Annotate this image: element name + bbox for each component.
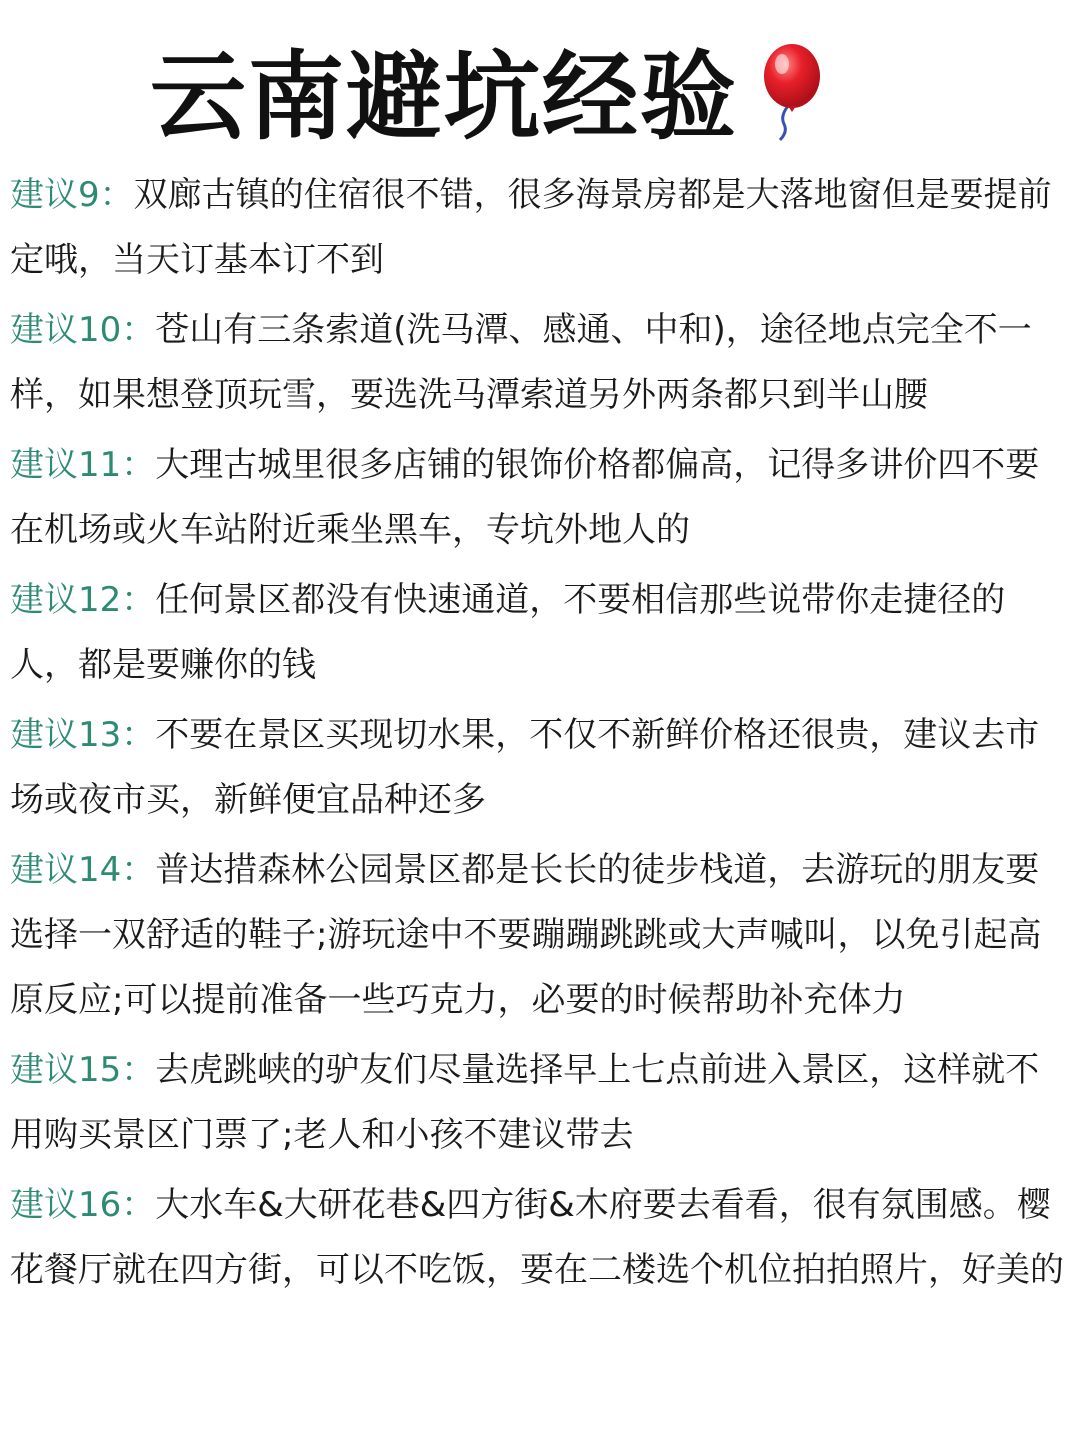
tip-text: 大理古城里很多店铺的银饰价格都偏高，记得多讲价四不要在机场或火车站附近乘坐黑车，专坑外地人的 [10, 445, 1040, 550]
tip-10 [10, 298, 1070, 428]
tip-label: 建议14： [10, 850, 156, 890]
tip-text: 双廊古镇的住宿很不错，很多海景房都是大落地窗但是要提前定哦，当天订基本订不到 [10, 175, 1052, 280]
tip-label: 建议16： [10, 1185, 156, 1225]
page-title: 云南避坑经验 [150, 41, 738, 153]
tips-list [10, 163, 1070, 1308]
tip-text: 任何景区都没有快速通道，不要相信那些说带你走捷径的人，都是要赚你的钱 [10, 580, 1006, 685]
tip-text: 普达措森林公园景区都是长长的徒步栈道，去游玩的朋友要选择一双舒适的鞋子;游玩途中不要蹦蹦跳跳或大声喊叫，以免引起高原反应;可以提前准备一些巧克力，必要的时候帮助补充体力 [10, 850, 1042, 1020]
tip-9 [10, 163, 1070, 293]
tip-14 [10, 838, 1070, 1033]
tip-label: 建议12： [10, 580, 156, 620]
tip-label: 建议15： [10, 1050, 156, 1090]
balloon-icon [744, 42, 834, 142]
tip-text: 去虎跳峡的驴友们尽量选择早上七点前进入景区，这样就不用购买景区门票了;老人和小孩不建议带去 [10, 1050, 1040, 1155]
tip-label: 建议9： [10, 175, 134, 215]
tip-16 [10, 1173, 1070, 1303]
tip-text: 苍山有三条索道(洗马潭、感通、中和)，途径地点完全不一样，如果想登顶玩雪，要选洗马潭索道另外两条都只到半山腰 [10, 310, 1032, 415]
title-row [150, 42, 834, 152]
tip-15 [10, 1038, 1070, 1168]
tip-text: 不要在景区买现切水果，不仅不新鲜价格还很贵，建议去市场或夜市买，新鲜便宜品种还多 [10, 715, 1040, 820]
tip-text: 大水车&大研花巷&四方街&木府要去看看，很有氛围感。樱花餐厅就在四方街，可以不吃饭，要在二楼选个机位拍拍照片，好美的 [10, 1185, 1064, 1290]
tip-11 [10, 433, 1070, 563]
tip-12 [10, 568, 1070, 698]
tip-13 [10, 703, 1070, 833]
tip-label: 建议13： [10, 715, 156, 755]
tip-label: 建议11： [10, 445, 156, 485]
tip-label: 建议10： [10, 310, 156, 350]
